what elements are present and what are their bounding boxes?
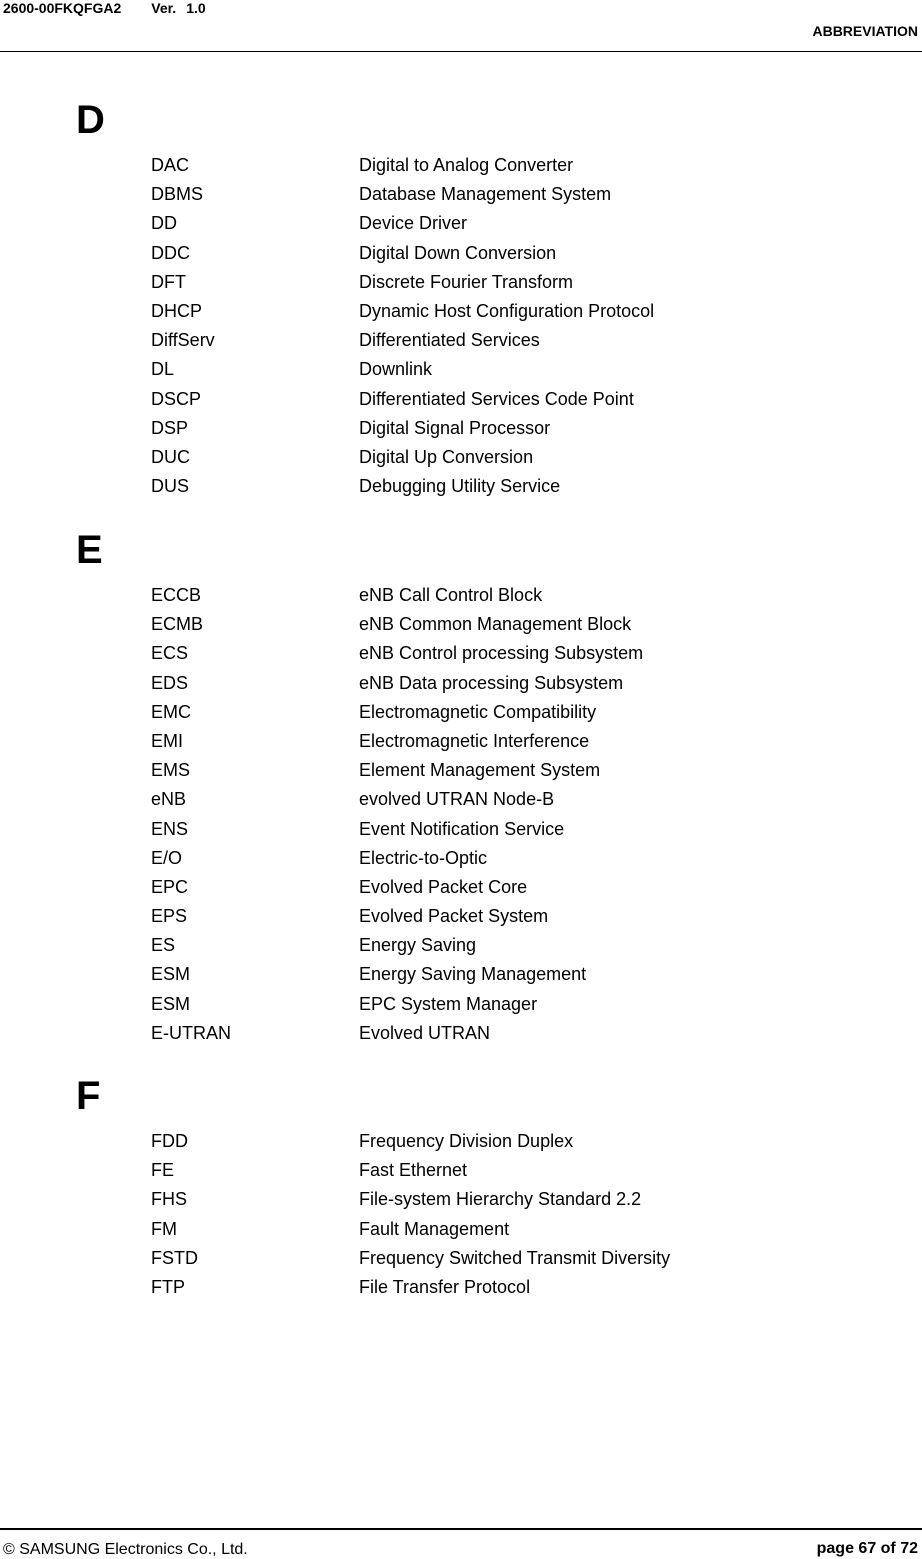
section-heading-f: F: [76, 1074, 101, 1118]
abbreviation-definition: Electromagnetic Interference: [359, 730, 590, 751]
abbreviation-definition: Fault Management: [359, 1218, 510, 1239]
abbreviation-row: [151, 1131, 851, 1160]
abbreviation-term: E-UTRAN: [151, 1022, 231, 1043]
version-number: 1.0: [186, 0, 206, 16]
abbreviation-row: [151, 760, 851, 789]
abbreviation-term: FE: [151, 1160, 175, 1181]
abbreviation-list-d: [151, 155, 851, 505]
abbreviation-term: FTP: [151, 1276, 185, 1297]
abbreviation-term: FHS: [151, 1189, 187, 1210]
abbreviation-row: [151, 906, 851, 935]
abbreviation-term: FDD: [151, 1131, 188, 1151]
abbreviation-term: ECCB: [151, 585, 202, 605]
abbreviation-term: DUS: [151, 476, 190, 497]
abbreviation-term: DDC: [151, 242, 190, 263]
abbreviation-list-f: [151, 1131, 851, 1306]
abbreviation-term: EMS: [151, 760, 191, 781]
abbreviation-row: [151, 789, 851, 818]
abbreviation-definition: Energy Saving: [359, 935, 477, 956]
abbreviation-row: [151, 330, 851, 359]
abbreviation-row: [151, 447, 851, 476]
abbreviation-definition: Evolved UTRAN: [359, 1022, 491, 1043]
abbreviation-definition: Differentiated Services Code Point: [359, 388, 634, 409]
abbreviation-definition: Debugging Utility Service: [359, 476, 561, 497]
abbreviation-row: [151, 476, 851, 505]
abbreviation-term: FM: [151, 1218, 177, 1239]
abbreviation-term: ECS: [151, 643, 189, 664]
abbreviation-definition: Frequency Switched Transmit Diversity: [359, 1247, 671, 1268]
page-number: page 67 of 72: [816, 1540, 918, 1557]
abbreviation-term: EDS: [151, 672, 189, 693]
abbreviation-term: FSTD: [151, 1247, 198, 1268]
abbreviation-term: DL: [151, 359, 175, 380]
abbreviation-row: [151, 673, 851, 702]
abbreviation-term: DUC: [151, 446, 190, 467]
abbreviation-definition: Event Notification Service: [359, 818, 565, 839]
abbreviation-definition: evolved UTRAN Node-B: [359, 789, 555, 810]
abbreviation-row: [151, 994, 851, 1023]
abbreviation-row: [151, 243, 851, 272]
abbreviation-definition: Downlink: [359, 359, 433, 380]
abbreviation-definition: Frequency Division Duplex: [359, 1131, 574, 1151]
abbreviation-term: ENS: [151, 818, 189, 839]
abbreviation-row: [151, 359, 851, 388]
abbreviation-row: [151, 819, 851, 848]
abbreviation-definition: eNB Common Management Block: [359, 614, 632, 635]
abbreviation-row: [151, 702, 851, 731]
abbreviation-row: [151, 643, 851, 672]
abbreviation-term: DBMS: [151, 184, 204, 205]
abbreviation-definition: eNB Call Control Block: [359, 585, 543, 605]
abbreviation-term: EMC: [151, 701, 191, 722]
abbreviation-row: [151, 585, 851, 614]
abbreviation-definition: Digital to Analog Converter: [359, 155, 574, 175]
abbreviation-term: DFT: [151, 271, 186, 292]
doc-header-info: [3, 0, 206, 16]
abbreviation-term: DHCP: [151, 300, 203, 321]
abbreviation-term: eNB: [151, 789, 187, 810]
abbreviation-row: [151, 1277, 851, 1306]
abbreviation-term: EPC: [151, 876, 189, 897]
abbreviation-definition: Evolved Packet Core: [359, 876, 528, 897]
abbreviation-row: [151, 935, 851, 964]
abbreviation-row: [151, 155, 851, 184]
abbreviation-term: EPS: [151, 906, 188, 927]
abbreviation-definition: Digital Signal Processor: [359, 417, 551, 438]
abbreviation-row: [151, 614, 851, 643]
abbreviation-definition: Discrete Fourier Transform: [359, 271, 574, 292]
abbreviation-definition: File Transfer Protocol: [359, 1276, 531, 1297]
abbreviation-definition: eNB Data processing Subsystem: [359, 672, 624, 693]
abbreviation-term: DAC: [151, 155, 190, 175]
abbreviation-row: [151, 877, 851, 906]
abbreviation-row: [151, 1189, 851, 1218]
abbreviation-list-e: [151, 585, 851, 1052]
abbreviation-definition: Fast Ethernet: [359, 1160, 468, 1181]
abbreviation-row: [151, 731, 851, 760]
abbreviation-row: [151, 272, 851, 301]
doc-id: 2600-00FKQFGA2: [3, 0, 122, 16]
abbreviation-row: [151, 389, 851, 418]
abbreviation-term: E/O: [151, 847, 183, 868]
abbreviation-term: ES: [151, 935, 176, 956]
abbreviation-definition: Digital Up Conversion: [359, 446, 534, 467]
abbreviation-term: ECMB: [151, 614, 204, 635]
abbreviation-definition: Digital Down Conversion: [359, 242, 557, 263]
footer-divider: [0, 1528, 922, 1530]
header-divider: [0, 51, 922, 52]
abbreviation-row: [151, 184, 851, 213]
abbreviation-row: [151, 964, 851, 993]
section-heading-e: E: [76, 528, 103, 572]
abbreviation-definition: Electromagnetic Compatibility: [359, 701, 597, 722]
version-label: Ver.: [151, 0, 177, 16]
abbreviation-term: ESM: [151, 964, 191, 985]
abbreviation-definition: Electric-to-Optic: [359, 847, 488, 868]
abbreviation-term: DD: [151, 213, 177, 234]
section-title: ABBREVIATION: [812, 23, 918, 39]
abbreviation-row: [151, 1248, 851, 1277]
abbreviation-definition: Energy Saving Management: [359, 964, 587, 985]
section-heading-d: D: [76, 98, 105, 142]
abbreviation-term: DSCP: [151, 388, 202, 409]
abbreviation-row: [151, 1160, 851, 1189]
abbreviation-definition: Device Driver: [359, 213, 468, 234]
abbreviation-definition: Differentiated Services: [359, 330, 540, 351]
abbreviation-definition: eNB Control processing Subsystem: [359, 643, 644, 664]
abbreviation-definition: Evolved Packet System: [359, 906, 549, 927]
abbreviation-definition: Element Management System: [359, 760, 601, 781]
abbreviation-definition: EPC System Manager: [359, 993, 538, 1014]
abbreviation-row: [151, 301, 851, 330]
abbreviation-row: [151, 418, 851, 447]
abbreviation-row: [151, 848, 851, 877]
copyright: © SAMSUNG Electronics Co., Ltd.: [3, 1541, 248, 1558]
abbreviation-row: [151, 1023, 851, 1052]
abbreviation-term: EMI: [151, 730, 184, 751]
abbreviation-term: DiffServ: [151, 330, 215, 351]
abbreviation-row: [151, 213, 851, 242]
abbreviation-definition: Dynamic Host Configuration Protocol: [359, 300, 655, 321]
abbreviation-term: DSP: [151, 417, 189, 438]
abbreviation-row: [151, 1219, 851, 1248]
abbreviation-definition: File-system Hierarchy Standard 2.2: [359, 1189, 642, 1210]
abbreviation-definition: Database Management System: [359, 184, 612, 205]
abbreviation-term: ESM: [151, 993, 191, 1014]
